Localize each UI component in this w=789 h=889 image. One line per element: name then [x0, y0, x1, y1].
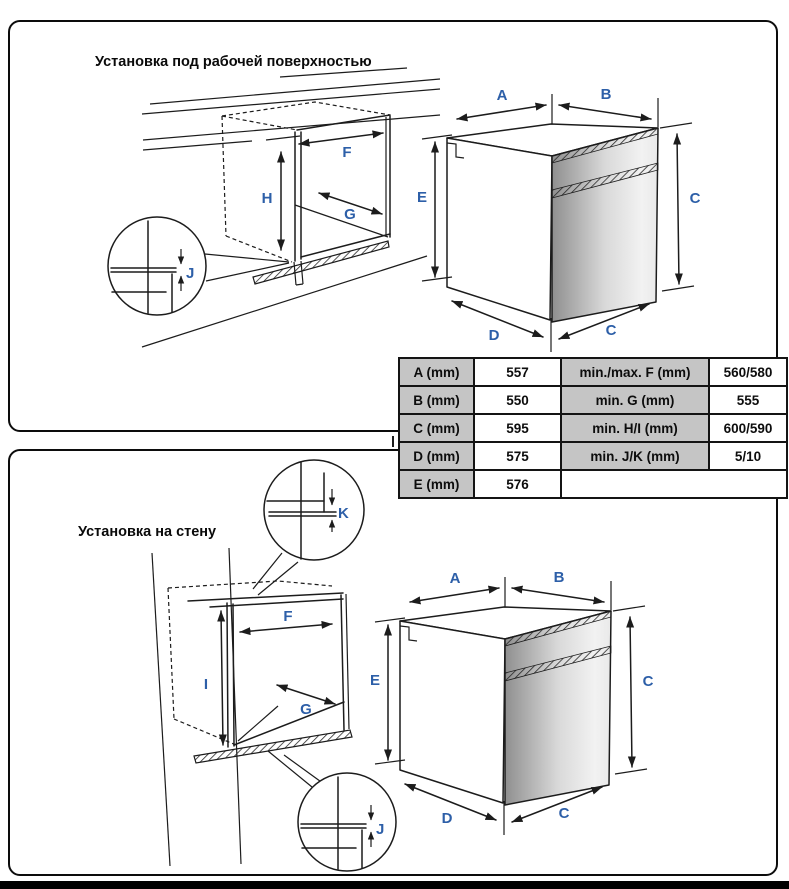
dimension-arrow-B-top [552, 86, 658, 127]
table-cell-empty [561, 470, 787, 498]
table-row [399, 358, 787, 386]
table-cell: min. J/K (mm) [561, 442, 709, 470]
section-title-under-worktop: Установка под рабочей поверхностью [95, 54, 372, 70]
section-title-wall-mount: Установка на стену [78, 524, 217, 540]
detail-circle-J-bottom [268, 751, 396, 871]
dim-label-j2: J [376, 821, 385, 838]
dim-label-d: D [488, 327, 500, 344]
dim-label-g: G [344, 206, 356, 223]
detail-circle-K [253, 460, 364, 595]
dimensions-table [398, 357, 788, 499]
dimension-arrow-G-bottom [277, 685, 335, 718]
dimension-arrow-F-bottom [240, 608, 332, 632]
dim-label-b2: B [553, 569, 565, 586]
table-row [399, 414, 787, 442]
dim-label-d2: D [441, 810, 453, 827]
dimension-arrow-F-top [299, 133, 383, 161]
table-cell: 5/10 [709, 442, 787, 470]
table-row [399, 442, 787, 470]
table-cell: 595 [474, 414, 561, 442]
dimension-arrow-C-right-top [660, 123, 701, 291]
dimension-arrow-G-top [319, 193, 382, 223]
dim-label-e: E [416, 189, 428, 206]
dim-label-c4: C [558, 805, 570, 822]
dim-label-i: I [203, 676, 209, 693]
wall-mount-diagram [152, 460, 396, 871]
table-cell: min. G (mm) [561, 386, 709, 414]
under-worktop-diagram [108, 68, 440, 347]
dim-label-f: F [342, 144, 352, 161]
dim-label-c2: C [605, 322, 617, 339]
page-bottom-bar [0, 881, 789, 889]
table-cell: E (mm) [399, 470, 474, 498]
table-cell: 550 [474, 386, 561, 414]
table-cell: C (mm) [399, 414, 474, 442]
table-cell: 575 [474, 442, 561, 470]
mounting-shelf [194, 730, 352, 763]
dim-label-c3: C [642, 673, 654, 690]
dim-label-h: H [261, 190, 273, 207]
dimension-arrow-A-top [457, 87, 546, 119]
dim-label-k: K [338, 505, 349, 522]
table-cell: 555 [709, 386, 787, 414]
dim-label-g2: G [300, 701, 312, 718]
table-row [399, 470, 787, 498]
dim-label-c: C [689, 190, 701, 207]
table-row [399, 386, 787, 414]
oven-drawing-bottom [370, 569, 654, 835]
dimension-arrow-I [204, 611, 223, 745]
table-cell: A (mm) [399, 358, 474, 386]
dim-label-a2: A [449, 570, 461, 587]
table-cell: 557 [474, 358, 561, 386]
dim-label-j: J [186, 265, 195, 282]
oven-drawing-top [417, 86, 701, 352]
table-cell: min./max. F (mm) [561, 358, 709, 386]
detail-circle-J-top [108, 217, 289, 315]
table-cell: 560/580 [709, 358, 787, 386]
dimension-arrow-H [262, 136, 300, 250]
dim-label-e2: E [369, 672, 381, 689]
dim-label-a: A [496, 87, 508, 104]
oven-side-face [447, 138, 552, 320]
table-cell: D (mm) [399, 442, 474, 470]
plinth-board [253, 241, 389, 285]
table-cell: 600/590 [709, 414, 787, 442]
table-cell: B (mm) [399, 386, 474, 414]
table-cell: 576 [474, 470, 561, 498]
dim-label-f2: F [283, 608, 293, 625]
dim-label-b: B [600, 86, 612, 103]
table-cell: min. H/I (mm) [561, 414, 709, 442]
wall-cabinet-outline [168, 581, 349, 747]
